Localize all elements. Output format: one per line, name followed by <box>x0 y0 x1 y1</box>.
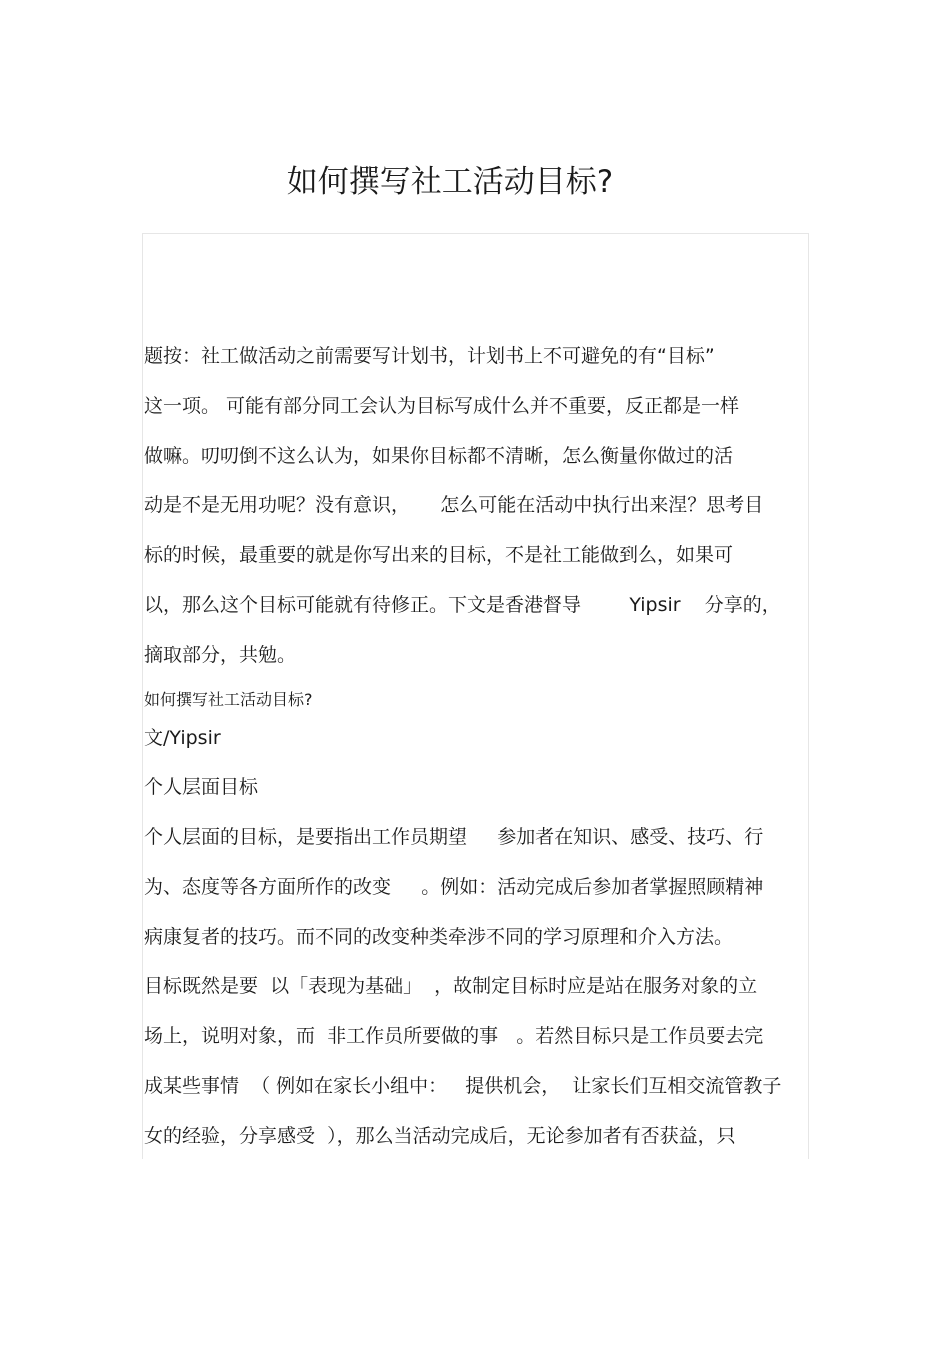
body-line-3: 病康复者的技巧。而不同的改变种类牵涉不同的学习原理和介入方法。 <box>144 926 734 948</box>
intro-line-2: 这一项。 可能有部分同工会认为目标写成什么并不重要，反正都是一样 <box>144 395 740 417</box>
intro-line-6: 以，那么这个目标可能就有待修正。下文是香港督导 Yipsir 分享的， <box>144 594 781 616</box>
article-subtitle: 如何撰写社工活动目标? <box>144 690 313 709</box>
author-line: 文/Yipsir <box>144 727 221 749</box>
body-line-2: 为、态度等各方面所作的改变 。例如：活动完成后参加者掌握照顾精神 <box>144 876 764 898</box>
page-title: 如何撰写社工活动目标? <box>286 164 614 200</box>
intro-line-3: 做嘛。叨叨倒不这么认为，如果你目标都不清晰，怎么衡量你做过的活 <box>144 445 734 467</box>
intro-line-5: 标的时候，最重要的就是你写出来的目标，不是社工能做到么，如果可 <box>144 544 734 566</box>
body-line-7: 女的经验，分享感受 ），那么当活动完成后，无论参加者有否获益，只 <box>144 1125 736 1147</box>
body-line-4: 目标既然是要 以「表现为基础」 ，故制定目标时应是站在服务对象的立 <box>144 975 758 997</box>
body-line-5: 场上，说明对象，而 非工作员所要做的事 。若然目标只是工作员要去完 <box>144 1025 764 1047</box>
section-heading: 个人层面目标 <box>144 776 259 798</box>
intro-line-7: 摘取部分，共勉。 <box>144 644 297 666</box>
body-line-1: 个人层面的目标，是要指出工作员期望 参加者在知识、感受、技巧、行 <box>144 826 764 848</box>
body-line-6: 成某些事情 （ 例如在家长小组中： 提供机会， 让家长们互相交流管教子 <box>144 1075 782 1097</box>
intro-line-1: 题按：社工做活动之前需要写计划书，计划书上不可避免的有“目标” <box>144 345 715 367</box>
intro-line-4: 动是不是无用功呢？没有意识， 怎么可能在活动中执行出来涅？思考目 <box>144 494 764 516</box>
